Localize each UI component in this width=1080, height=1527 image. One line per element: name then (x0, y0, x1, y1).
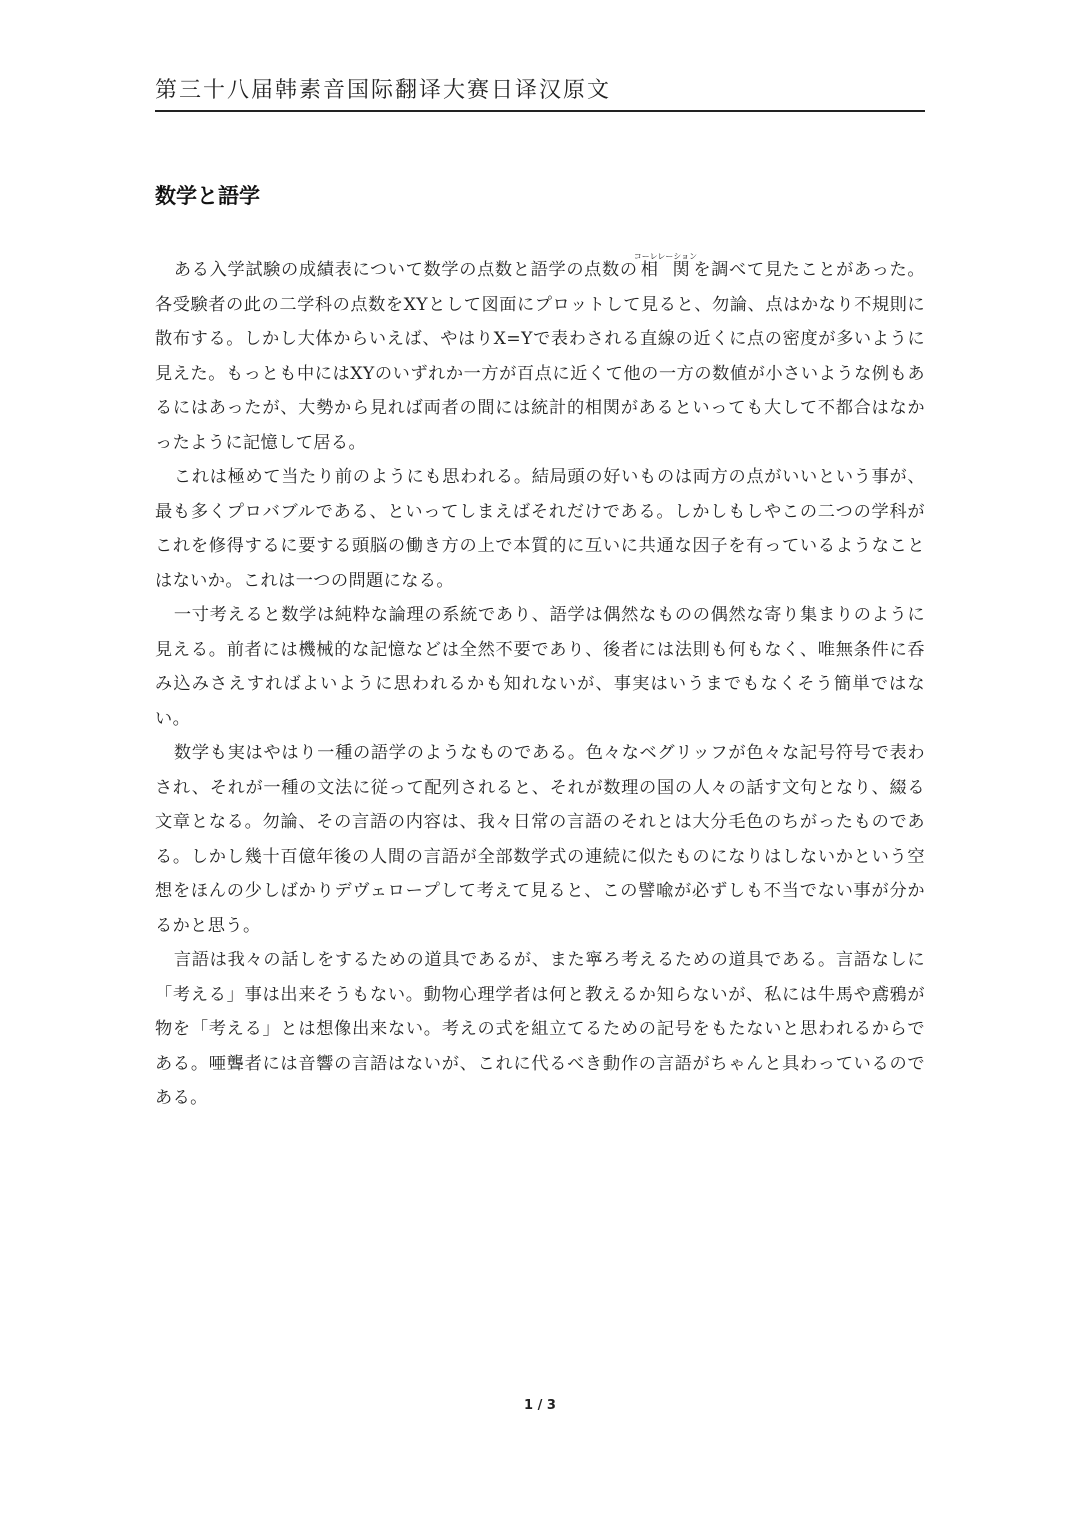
paragraph: 数学も実はやはり一種の語学のようなものである。色々なベグリッフが色々な記号符号で表わされ、それが一種の文法に従って配列されると、それが数理の国の人々の話す文句となり、綴る文章となる。勿論、その言語の内容は、我々日常の言語のそれとは大分毛色のちがったものである。しかし幾十百億年後の人間の言語が全部数学式の連続に似たものになりはしないかという空想をほんの少しばかりデヴェロープして考えて見ると、この譬喩が必ずしも不当でない事が分かるかと思う。 (155, 743, 925, 936)
paragraph: 言語は我々の話しをするための道具であるが、また寧ろ考えるための道具である。言語なしに「考える」事は出来そうもない。動物心理学者は何と教えるか知らないが、私には牛馬や鳶鴉が物を「考える」とは想像出来ない。考えの式を組立てるための記号をもたないと思われるからである。唖聾者には音響の言語はないが、これに代るべき動作の言語がちゃんと具わっているのである。 (155, 950, 925, 1108)
paragraph-text: を調べて見たことがあった。各受験者の此の二学科の点数をXYとして図面にプロットして見ると、勿論、点はかなり不規則に散布する。しかし大体からいえば、やはりX=Yで表わされる直線の近くに点の密度が多いように見えた。もっとも中にはXYのいずれか一方が百点に近くて他の一方の数値が小さいような例もあるにはあったが、大勢から見れば両者の間には統計的相関があるといっても大して不都合はなかったように記憶して居る。 (155, 260, 925, 453)
ruby-reading: コーレレーション (633, 252, 698, 261)
document-body (155, 252, 925, 1116)
header-divider (155, 110, 925, 112)
paragraph-text: ある入学試験の成績表について数学の点数と語学の点数の (173, 260, 638, 280)
paragraph: 一寸考えると数学は純粋な論理の系統であり、語学は偶然なものの偶然な寄り集まりのように見える。前者には機械的な記憶などは全然不要であり、後者には法則も何もなく、唯無条件に呑み込みさえすればよいように思われるかも知れないが、事実はいうまでもなくそう簡単ではない。 (155, 605, 925, 729)
page-header: 第三十八届韩素音国际翻译大赛日译汉原文 (155, 78, 612, 103)
ruby-annotation (633, 252, 698, 280)
paragraph (155, 252, 925, 460)
document-title: 数学と語学 (155, 184, 260, 208)
paragraph: これは極めて当たり前のようにも思われる。結局頭の好いものは両方の点がいいという事が、最も多くプロバブルである、といってしまえばそれだけである。しかしもしやこの二つの学科がこれを修得するに要する頭脳の働き方の上で本質的に互いに共通な因子を有っているようなことはないか。これは一つの問題になる。 (155, 467, 925, 591)
page-number: 1 / 3 (524, 1398, 556, 1413)
ruby-base: 相関 (633, 260, 698, 280)
